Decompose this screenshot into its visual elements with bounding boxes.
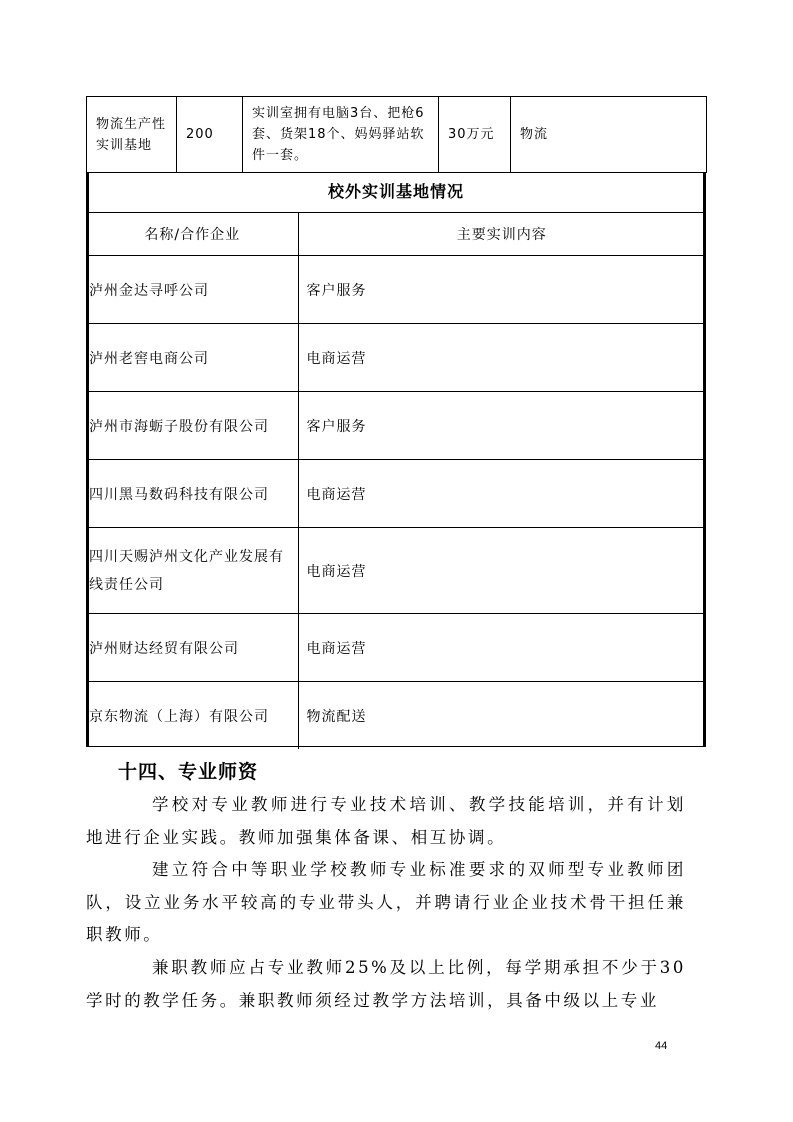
- content-cell: 电商运营: [298, 614, 705, 682]
- company-cell: 泸州市海蛎子股份有限公司: [87, 392, 298, 460]
- offsite-section-title: 校外实训基地情况: [87, 172, 705, 213]
- area-cell: 200: [177, 97, 243, 173]
- table-header-row: [87, 213, 705, 256]
- section-heading: 十四、专业师资: [118, 761, 259, 783]
- company-cell: 泸州财达经贸有限公司: [87, 614, 298, 682]
- table-row: [87, 682, 705, 750]
- paragraph: 学校对专业教师进行专业技术培训、教学技能培训，并有计划地进行企业实践。教师加强集体备课、相互协调。: [86, 795, 686, 847]
- base-name-cell: 物流生产性实训基地: [87, 97, 177, 173]
- content-cell: 客户服务: [298, 256, 705, 324]
- header-company: 名称/合作企业: [87, 213, 298, 256]
- table-row: [87, 460, 705, 528]
- page-number: 44: [655, 1040, 668, 1052]
- table-row: [87, 324, 705, 392]
- content-cell: 电商运营: [298, 324, 705, 392]
- content-cell: 电商运营: [298, 460, 705, 528]
- table-row: [87, 97, 707, 173]
- paragraph: 兼职教师应占专业教师25%及以上比例，每学期承担不少于30学时的教学任务。兼职教师须经过教学方法培训，具备中级以上专业: [86, 958, 686, 1010]
- content-cell: 电商运营: [298, 528, 705, 614]
- table-row: [87, 392, 705, 460]
- company-cell: 泸州金达寻呼公司: [87, 256, 298, 324]
- offsite-training-section: [86, 172, 706, 747]
- onsite-training-table: [86, 96, 707, 173]
- equipment-cell: 实训室拥有电脑3台、把枪6套、货架18个、妈妈驿站软件一套。: [243, 97, 439, 173]
- table-row: [87, 614, 705, 682]
- company-cell: 四川天赐泸州文化产业发展有线责任公司: [87, 528, 298, 614]
- company-cell: 泸州老窖电商公司: [87, 324, 298, 392]
- company-cell: 四川黑马数码科技有限公司: [87, 460, 298, 528]
- table-row: [87, 528, 705, 614]
- major-cell: 物流: [511, 97, 707, 173]
- offsite-training-table: [87, 213, 705, 749]
- value-cell: 30万元: [439, 97, 511, 173]
- content-cell: 客户服务: [298, 392, 705, 460]
- table-row: [87, 256, 705, 324]
- company-cell: 京东物流（上海）有限公司: [87, 682, 298, 750]
- content-cell: 物流配送: [298, 682, 705, 750]
- paragraph: 建立符合中等职业学校教师专业标准要求的双师型专业教师团队，设立业务水平较高的专业带头人，并聘请行业企业技术骨干担任兼职教师。: [86, 860, 686, 944]
- header-content: 主要实训内容: [456, 227, 547, 243]
